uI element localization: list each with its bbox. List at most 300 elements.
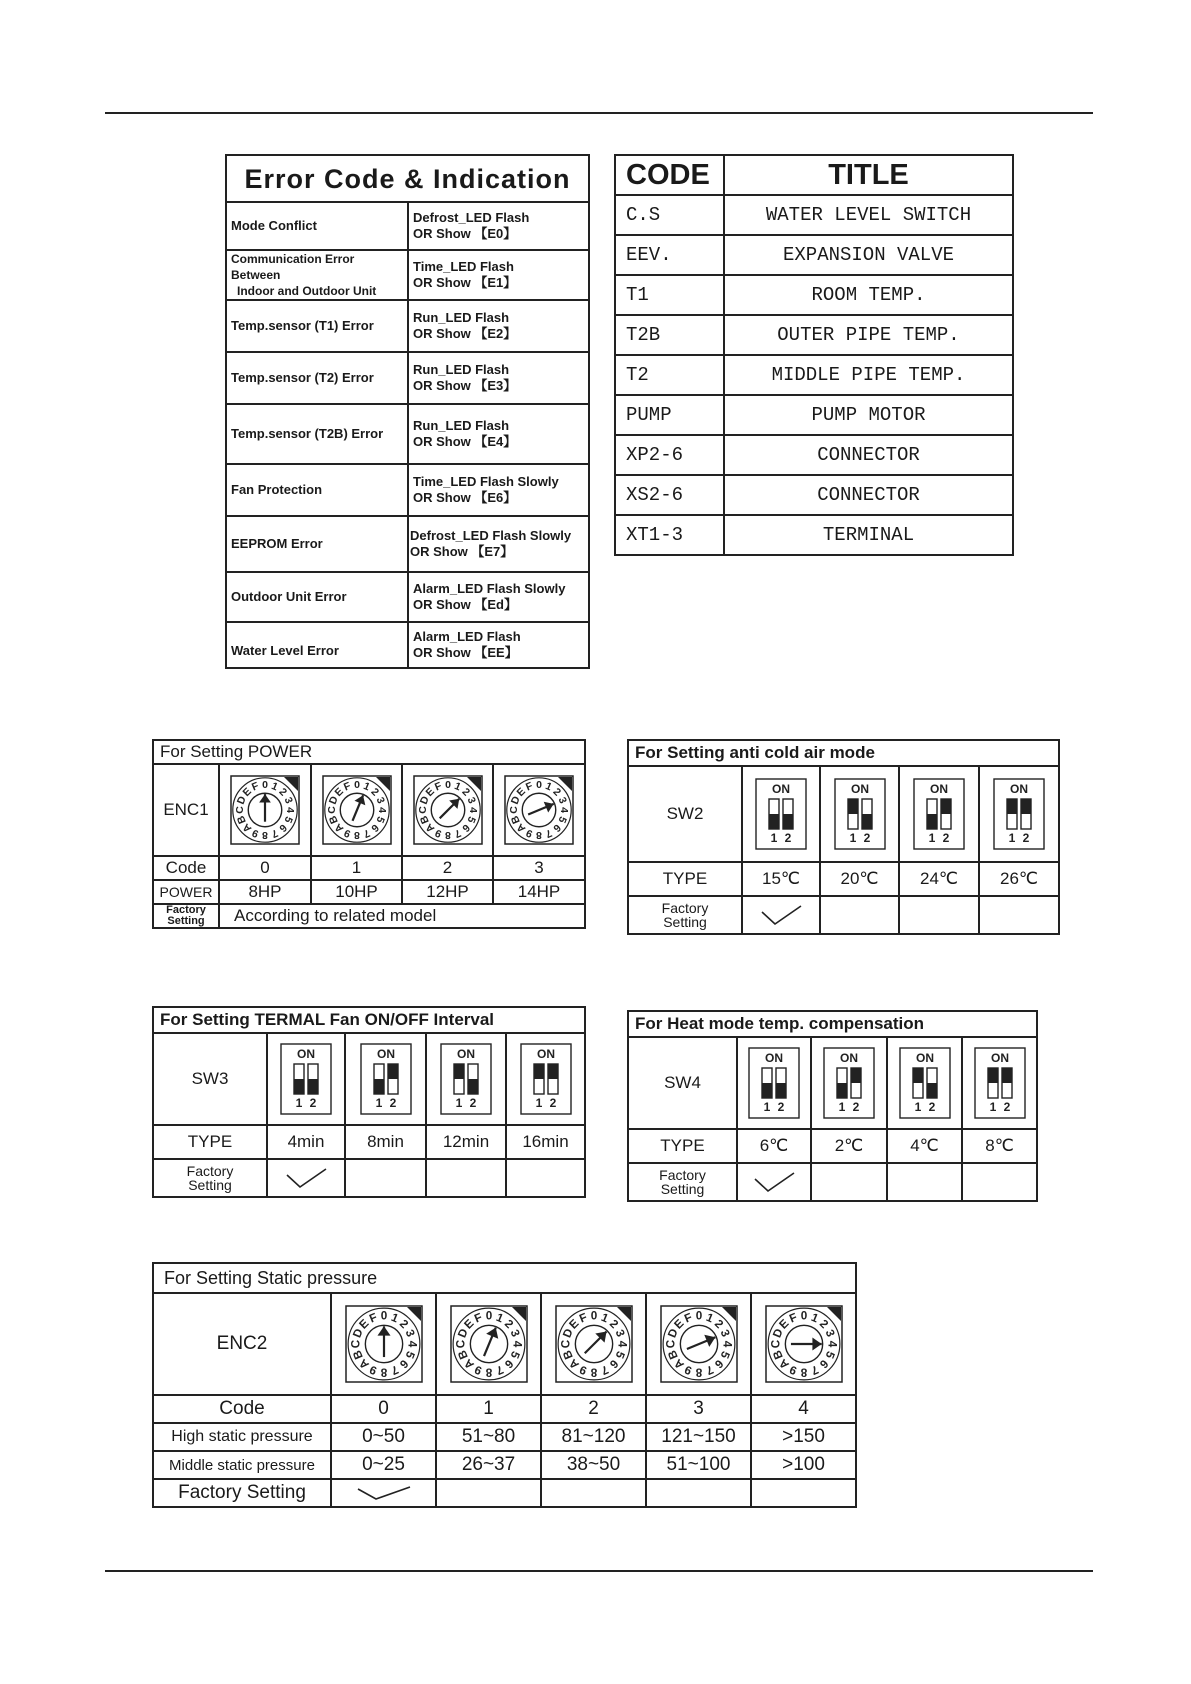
dial-digit: E (356, 1316, 372, 1332)
code-cell: XT1-3 (615, 515, 724, 555)
dial-digit: A (514, 820, 529, 835)
dip-cell (426, 1033, 506, 1125)
led-text: Time_LED Flash (413, 259, 514, 274)
high-pressure-value: 51~80 (436, 1423, 541, 1451)
code-value: 0 (331, 1395, 436, 1423)
dial-digit: 3 (281, 795, 295, 806)
dip-knob (308, 1079, 318, 1094)
code-cell: EEV. (615, 235, 724, 275)
type-label: TYPE (628, 862, 742, 896)
dial-digit: D (234, 794, 249, 807)
middle-pressure-value: 51~100 (646, 1451, 751, 1479)
dip-switch-icon (993, 778, 1045, 850)
empty-cell (436, 1479, 541, 1507)
dial-digit: D (350, 1326, 366, 1340)
dial-digit: 5 (555, 814, 569, 825)
dial-digit: 8 (262, 829, 268, 842)
dip-pin-label: 1 (914, 1100, 921, 1114)
dip-cell (979, 766, 1059, 862)
rotary-dial-icon (322, 775, 392, 845)
dip-switch-icon (899, 1047, 951, 1119)
dial-digit: 8 (536, 829, 542, 842)
dip-pin-label: 1 (763, 1100, 771, 1114)
dial-digit: 3 (612, 1327, 627, 1339)
dial-digit: 9 (432, 826, 443, 840)
error-indication (408, 464, 589, 516)
error-label: Temp.sensor (T1) Error (226, 300, 408, 352)
show-text: OR Show 【E7】 (410, 544, 514, 559)
rotary-dial-icon (555, 1305, 633, 1383)
dial-digit: 1 (361, 780, 372, 794)
dip-on-label: ON (376, 1047, 395, 1061)
dial-digit: 6 (458, 821, 472, 835)
dip-on-label: ON (536, 1047, 555, 1061)
dial-digit: 8 (695, 1365, 702, 1379)
dial-digit: 6 (711, 1356, 726, 1371)
show-text: OR Show 【Ed】 (413, 597, 518, 612)
error-table-title: Error Code & Indication (226, 155, 589, 202)
error-indication (408, 404, 589, 464)
high-pressure-value: >150 (751, 1423, 856, 1451)
dial-digit: C (454, 1339, 468, 1349)
type-value: 6℃ (737, 1129, 811, 1163)
empty-cell (646, 1479, 751, 1507)
fan-interval-setting-table (152, 1006, 586, 1198)
dial-digit: 2 (396, 1317, 411, 1332)
dial-digit: 9 (367, 1362, 379, 1378)
dial-digit: F (787, 1310, 799, 1326)
heat-comp-title: For Heat mode temp. compensation (628, 1011, 1037, 1037)
dip-knob (862, 814, 872, 829)
dial-digit: C (325, 806, 338, 814)
dial-digit: A (356, 1356, 372, 1372)
dip-on-label: ON (850, 782, 869, 796)
cold-air-setting-table (627, 739, 1060, 935)
dial-digit: A (566, 1356, 582, 1372)
dial-digit: 7 (543, 826, 554, 840)
power-value: 14HP (493, 880, 585, 904)
dip-knob (762, 1083, 772, 1098)
dial-digit: 6 (816, 1356, 831, 1371)
dip-knob (454, 1064, 464, 1079)
dial-digit: E (332, 785, 346, 799)
factory-line2: Setting (663, 914, 707, 930)
high-pressure-value: 121~150 (646, 1423, 751, 1451)
dial-digit: C (233, 806, 246, 814)
dial-cell (751, 1293, 856, 1395)
dial-digit: 4 (509, 1340, 523, 1348)
dip-cell (887, 1037, 962, 1129)
dial-digit: 6 (606, 1356, 621, 1371)
dial-digit: 8 (485, 1365, 492, 1379)
led-text: Run_LED Flash (413, 362, 510, 377)
code-value: 1 (436, 1395, 541, 1423)
factory-check-cell (331, 1479, 436, 1507)
dial-digit: A (461, 1356, 477, 1372)
error-label: Fan Protection (226, 464, 408, 516)
dip-switch-icon (823, 1047, 875, 1119)
dial-digit: B (455, 1348, 471, 1362)
dip-knob (837, 1083, 847, 1098)
dial-digit: 1 (598, 1310, 610, 1326)
dial-digit: A (422, 820, 437, 835)
dial-digit: 9 (682, 1362, 694, 1378)
checkmark-icon (354, 1483, 414, 1503)
dial-digit: 4 (284, 807, 297, 813)
dip-on-label: ON (457, 1047, 475, 1061)
dial-digit: 3 (402, 1327, 417, 1339)
dip-pin-label: 1 (295, 1096, 303, 1110)
code-title-table (614, 154, 1014, 556)
dial-digit: 7 (493, 1362, 505, 1378)
error-label: Water Level Error (226, 622, 408, 668)
dial-cell (402, 764, 493, 856)
error-indication (408, 352, 589, 404)
checkmark-icon (759, 902, 803, 928)
empty-cell (899, 896, 979, 934)
dial-cell (331, 1293, 436, 1395)
dial-digit: D (665, 1326, 681, 1340)
dial-digit: 1 (808, 1310, 820, 1326)
code-value: 0 (219, 856, 311, 880)
dial-digit: B (326, 813, 341, 826)
dial-digit: 0 (590, 1309, 597, 1323)
title-cell: OUTER PIPE TEMP. (724, 315, 1013, 355)
show-text: OR Show 【E2】 (413, 326, 517, 341)
dial-cell (436, 1293, 541, 1395)
empty-cell (751, 1479, 856, 1507)
dip-switch-icon (913, 778, 965, 850)
power-value: 8HP (219, 880, 311, 904)
heat-compensation-setting-table (627, 1010, 1038, 1202)
show-text: OR Show 【E6】 (413, 490, 517, 505)
dial-digit: A (776, 1356, 792, 1372)
dip-knob (941, 799, 951, 814)
dial-digit: 5 (281, 814, 295, 825)
dip-cell (899, 766, 979, 862)
dial-digit: 2 (606, 1317, 621, 1332)
empty-cell (541, 1479, 646, 1507)
dip-on-label: ON (915, 1051, 934, 1065)
dial-digit: 8 (444, 829, 451, 842)
dial-digit: D (326, 794, 341, 807)
middle-pressure-value: 0~25 (331, 1451, 436, 1479)
dip-knob (927, 1083, 937, 1098)
dial-digit: E (240, 785, 254, 799)
show-text: OR Show 【E4】 (413, 434, 517, 449)
error-label: Temp.sensor (T2) Error (226, 352, 408, 404)
type-value: 2℃ (811, 1129, 887, 1163)
empty-cell (979, 896, 1059, 934)
dip-pin-label: 2 (928, 1100, 935, 1114)
error-label: EEPROM Error (226, 516, 408, 572)
dip-pin-label: 1 (849, 831, 856, 845)
type-value: 4℃ (887, 1129, 962, 1163)
factory-line1: Factory (186, 1163, 234, 1179)
dial-digit: 6 (396, 1356, 411, 1371)
checkmark-icon (752, 1169, 796, 1195)
rotary-dial-icon (230, 775, 300, 845)
dial-digit: 3 (822, 1327, 837, 1339)
dial-digit: 5 (717, 1349, 732, 1361)
dip-switch-icon (360, 1043, 412, 1115)
dial-digit: C (664, 1339, 678, 1349)
error-label-line1: Communication Error Between (231, 252, 355, 282)
dip-pin-label: 2 (1003, 1100, 1010, 1114)
dial-digit: 0 (353, 778, 360, 791)
dial-digit: D (560, 1326, 576, 1340)
code-cell: XS2-6 (615, 475, 724, 515)
dial-digit: 3 (373, 795, 387, 806)
empty-cell (506, 1159, 585, 1197)
dial-digit: C (769, 1339, 783, 1349)
dial-digit: C (559, 1339, 573, 1349)
type-label: TYPE (628, 1129, 737, 1163)
code-header: CODE (615, 155, 724, 195)
dial-digit: B (665, 1348, 681, 1362)
title-cell: CONNECTOR (724, 475, 1013, 515)
sw2-label: SW2 (628, 766, 742, 862)
dial-digit: 1 (388, 1310, 400, 1326)
error-code-table (225, 154, 590, 669)
dip-pin-label: 2 (863, 831, 870, 845)
dial-digit: 4 (404, 1340, 418, 1348)
error-indication (408, 250, 589, 300)
dial-digit: F (682, 1310, 694, 1326)
dip-switch-icon (520, 1043, 572, 1115)
dial-digit: F (524, 780, 535, 794)
dial-digit: F (577, 1310, 589, 1326)
title-cell: ROOM TEMP. (724, 275, 1013, 315)
top-rule (105, 112, 1093, 114)
dip-on-label: ON (1010, 782, 1029, 796)
error-indication (408, 572, 589, 622)
dip-pin-label: 2 (309, 1096, 317, 1110)
dial-digit: D (455, 1326, 471, 1340)
title-cell: MIDDLE PIPE TEMP. (724, 355, 1013, 395)
code-cell: XP2-6 (615, 435, 724, 475)
dip-pin-label: 2 (549, 1096, 556, 1110)
dial-digit: E (776, 1316, 792, 1332)
dial-digit: 1 (703, 1310, 715, 1326)
dial-digit: A (671, 1356, 687, 1372)
empty-cell (820, 896, 899, 934)
dial-digit: 5 (402, 1349, 417, 1361)
dip-knob (1007, 799, 1017, 814)
empty-cell (887, 1163, 962, 1201)
dip-pin-label: 2 (389, 1096, 396, 1110)
title-cell: PUMP MOTOR (724, 395, 1013, 435)
dip-pin-label: 1 (989, 1100, 996, 1114)
dial-digit: C (349, 1339, 363, 1349)
type-value: 20℃ (820, 862, 899, 896)
dip-knob (1002, 1068, 1012, 1083)
dip-switch-icon (440, 1043, 492, 1115)
dial-digit: 4 (558, 807, 571, 813)
dial-digit: 2 (711, 1317, 726, 1332)
dip-pin-label: 1 (838, 1100, 846, 1114)
dial-digit: 6 (501, 1356, 516, 1371)
led-text: Time_LED Flash Slowly (413, 474, 559, 489)
dial-digit: 0 (444, 778, 451, 791)
static-pressure-setting-table (152, 1262, 857, 1508)
dip-knob (468, 1079, 478, 1094)
dip-pin-label: 1 (1008, 831, 1016, 845)
type-value: 24℃ (899, 862, 979, 896)
dial-cell (219, 764, 311, 856)
dial-digit: A (331, 820, 346, 835)
error-label: Mode Conflict (226, 202, 408, 250)
empty-cell (962, 1163, 1037, 1201)
dip-on-label: ON (297, 1047, 315, 1061)
dial-digit: 1 (543, 780, 554, 794)
dip-knob (851, 1068, 861, 1083)
dial-digit: 2 (276, 785, 290, 799)
dip-knob (548, 1064, 558, 1079)
rotary-dial-icon (450, 1305, 528, 1383)
led-text: Run_LED Flash (413, 310, 510, 325)
dial-digit: 9 (250, 826, 261, 840)
code-cell: PUMP (615, 395, 724, 435)
code-value: 2 (541, 1395, 646, 1423)
dip-pin-label: 1 (770, 831, 778, 845)
rotary-dial-icon (413, 775, 483, 845)
dial-digit: 4 (375, 807, 388, 813)
dip-knob (294, 1079, 304, 1094)
dial-digit: 9 (577, 1362, 589, 1378)
dial-digit: F (367, 1310, 379, 1326)
show-text: OR Show 【E3】 (413, 378, 517, 393)
factory-setting-label (628, 896, 742, 934)
dip-cell (345, 1033, 426, 1125)
power-label: POWER (153, 880, 219, 904)
factory-check-cell (267, 1159, 345, 1197)
high-pressure-value: 0~50 (331, 1423, 436, 1451)
dial-digit: 0 (262, 778, 268, 791)
dip-knob (1021, 799, 1031, 814)
led-text: Defrost_LED Flash Slowly (410, 528, 572, 543)
error-label: Temp.sensor (T2B) Error (226, 404, 408, 464)
show-text: OR Show 【E0】 (413, 226, 517, 241)
type-value: 4min (267, 1125, 345, 1159)
code-cell: C.S (615, 195, 724, 235)
factory-line1: Factory (659, 1167, 706, 1183)
dial-cell (646, 1293, 751, 1395)
dial-digit: E (566, 1316, 582, 1332)
dial-digit: B (508, 813, 523, 826)
led-text: Defrost_LED Flash (413, 210, 530, 225)
dip-cell (742, 766, 820, 862)
dip-pin-label: 1 (455, 1096, 463, 1110)
dial-cell (311, 764, 402, 856)
dip-cell (737, 1037, 811, 1129)
dial-digit: 0 (695, 1309, 702, 1323)
dial-digit: 4 (614, 1340, 628, 1348)
code-cell: T1 (615, 275, 724, 315)
dip-cell (506, 1033, 585, 1125)
dip-on-label: ON (772, 782, 790, 796)
show-text: OR Show 【E1】 (413, 275, 517, 290)
dip-knob (776, 1083, 786, 1098)
dip-on-label: ON (930, 782, 948, 796)
dip-knob (374, 1079, 384, 1094)
dial-digit: 7 (269, 826, 280, 840)
title-cell: WATER LEVEL SWITCH (724, 195, 1013, 235)
dip-knob (913, 1068, 923, 1083)
dip-pin-label: 2 (942, 831, 950, 845)
factory-setting-label: Factory Setting (153, 1479, 331, 1507)
factory-line2: Setting (660, 1181, 705, 1197)
dial-digit: 9 (341, 826, 352, 840)
rotary-dial-icon (345, 1305, 423, 1383)
type-value: 8℃ (962, 1129, 1037, 1163)
sw3-label: SW3 (153, 1033, 267, 1125)
dip-pin-label: 2 (777, 1100, 785, 1114)
dial-digit: D (770, 1326, 786, 1340)
title-cell: TERMINAL (724, 515, 1013, 555)
error-label (226, 250, 408, 300)
dial-digit: F (341, 780, 353, 794)
dial-digit: 1 (452, 780, 463, 794)
high-pressure-value: 81~120 (541, 1423, 646, 1451)
factory-setting-label (153, 1159, 267, 1197)
dial-digit: C (416, 806, 429, 814)
dial-digit: 1 (493, 1310, 505, 1326)
middle-pressure-value: >100 (751, 1451, 856, 1479)
dial-digit: 3 (507, 1327, 522, 1339)
dial-digit: 7 (452, 826, 463, 840)
dial-digit: 5 (464, 814, 478, 825)
dial-digit: 3 (464, 795, 478, 806)
dial-digit: 4 (824, 1340, 838, 1348)
dial-digit: 2 (501, 1317, 516, 1332)
code-value: 1 (311, 856, 402, 880)
empty-cell (426, 1159, 506, 1197)
rotary-dial-icon (660, 1305, 738, 1383)
dial-digit: 9 (787, 1362, 799, 1378)
middle-pressure-label: Middle static pressure (153, 1451, 331, 1479)
error-indication (408, 202, 589, 250)
middle-pressure-value: 38~50 (541, 1451, 646, 1479)
power-value: 10HP (311, 880, 402, 904)
dip-pin-label: 1 (535, 1096, 542, 1110)
type-value: 26℃ (979, 862, 1059, 896)
code-label: Code (153, 856, 219, 880)
factory-setting-label (628, 1163, 737, 1201)
dial-digit: 8 (800, 1365, 807, 1379)
type-value: 12min (426, 1125, 506, 1159)
dial-digit: E (461, 1316, 477, 1332)
dip-pin-label: 1 (928, 831, 936, 845)
dial-digit: 5 (822, 1349, 837, 1361)
dial-digit: B (770, 1348, 786, 1362)
dial-digit: D (508, 794, 523, 807)
dial-digit: 4 (719, 1340, 733, 1348)
dial-digit: 9 (472, 1362, 484, 1378)
dial-digit: 5 (612, 1349, 627, 1361)
enc2-label: ENC2 (153, 1293, 331, 1395)
dip-on-label: ON (765, 1051, 783, 1065)
code-value: 3 (646, 1395, 751, 1423)
checkmark-icon (284, 1165, 328, 1191)
rotary-dial-icon (765, 1305, 843, 1383)
dip-knob (534, 1064, 544, 1079)
dip-pin-label: 1 (375, 1096, 382, 1110)
dial-digit: C (507, 806, 520, 814)
show-text: OR Show 【EE】 (413, 645, 518, 660)
dial-digit: F (432, 780, 444, 794)
dip-knob (783, 814, 793, 829)
